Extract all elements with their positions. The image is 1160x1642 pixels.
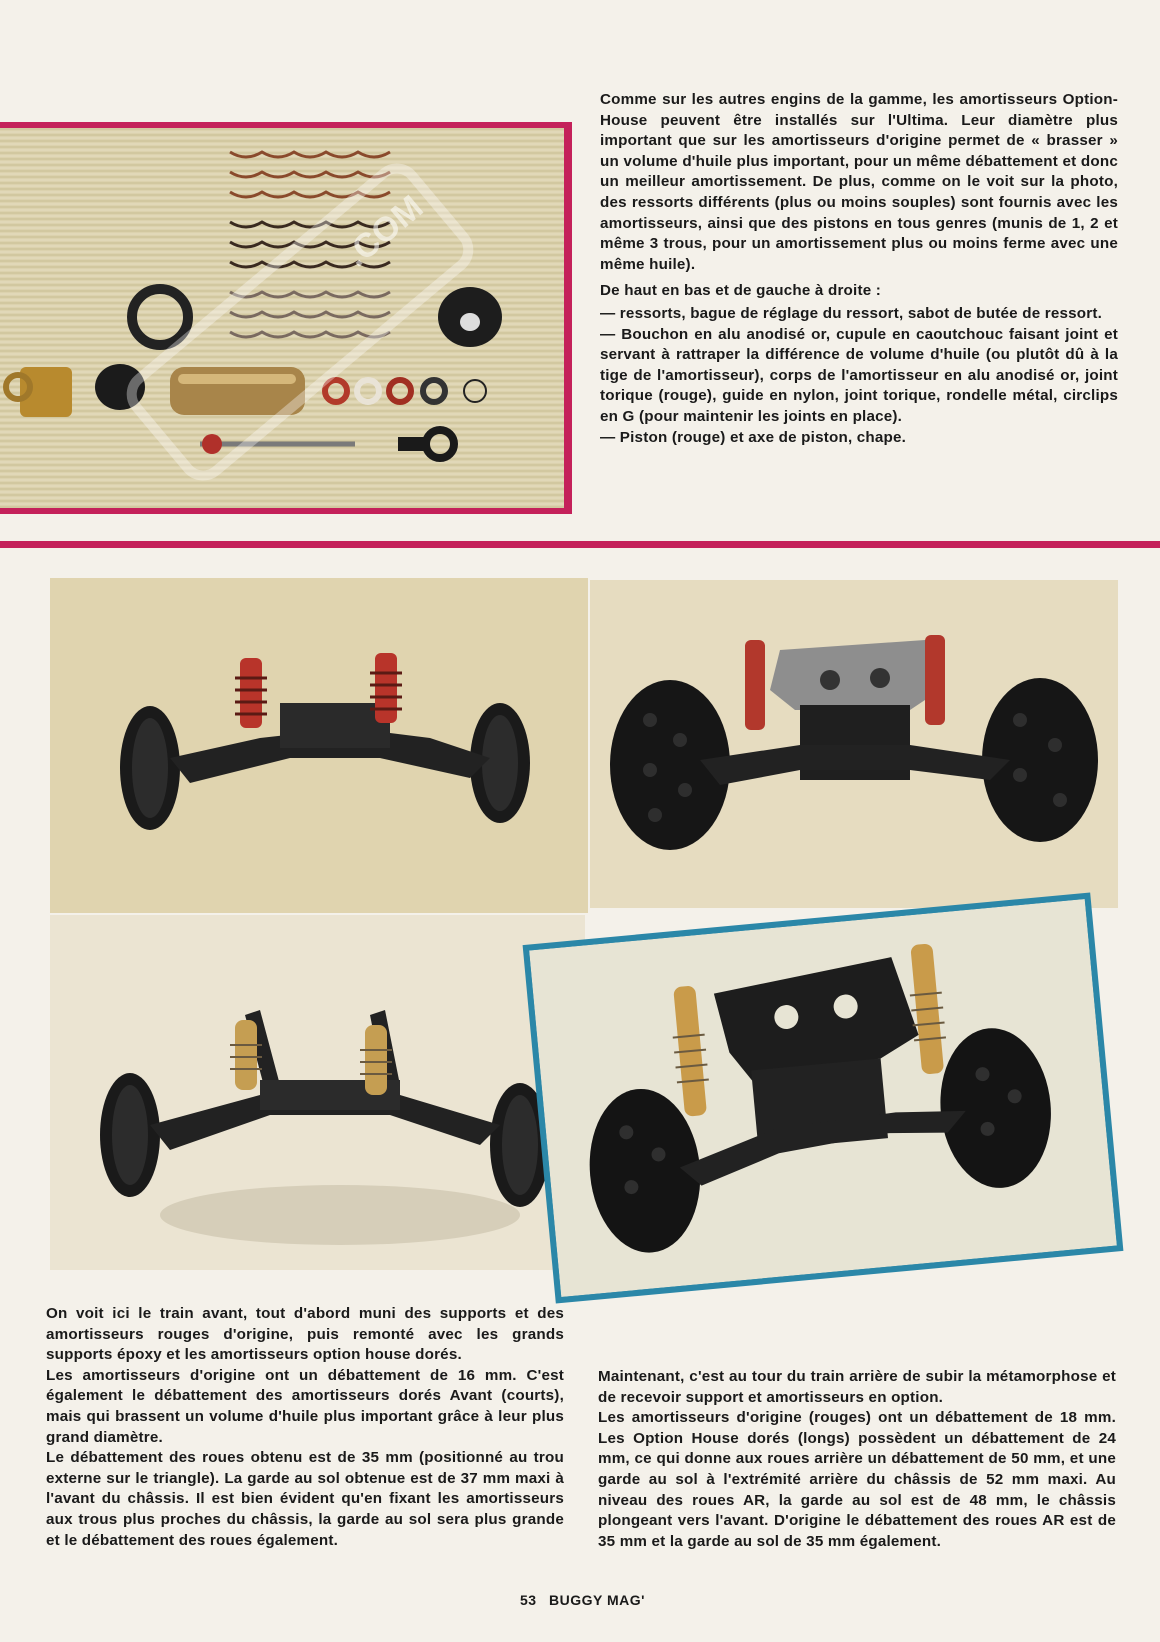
intro-paragraph: Comme sur les autres engins de la gamme, les amortisseurs Option-House peuvent être installés sur l'Ultima. Leur diamètre plus important que sur les amortisseurs d'origine permet de « brasser » un volume d'huile plus important, pour un même débattement et donc un meilleur amortissement. De plus, comme on le voit sur la photo, des ressorts différents (plus ou moins souples) sont fournis avec les amortisseurs, ainsi que des pistons en tous genres (munis de 1, 2 et même 3 trous, pour un amortissement plus ou moins ferme avec une même huile). — [600, 91, 1118, 273]
page-footer — [520, 1592, 645, 1608]
front-axle-original-photo — [50, 578, 588, 913]
rear-axle-text — [598, 1367, 1116, 1552]
parts-list-heading: De haut en bas et de gauche à droite : — [600, 282, 882, 300]
magazine-name: BUGGY MAG' — [548, 1592, 645, 1608]
front-axle-gold-photo — [50, 915, 585, 1270]
parts-list-item: — ressorts, bague de réglage du ressort, sabot de butée de ressort. — [600, 304, 1103, 322]
rear-axle-gold-photo — [523, 892, 1124, 1303]
front-paragraph: Le débattement des roues obtenu est de 35 mm (positionné au trou externe sur le triangle). La garde au sol obtenue est de 37 mm maxi à l'avant du châssis. Il est bien évident qu'en fixant les amortisseurs aux trous plus proches du châssis, la garde au sol sera plus grande et le débattement des roues également. — [46, 1449, 564, 1549]
front-paragraph: On voit ici le train avant, tout d'abord muni des supports et des amortisseurs rouges d'origine, puis remonté avec les grands supports époxy et les amortisseurs option house dorés. — [46, 1305, 564, 1364]
rear-axle-original-photo — [590, 580, 1118, 908]
front-axle-text — [46, 1304, 564, 1551]
page-number: 53 — [520, 1592, 537, 1608]
shock-parts-photo — [0, 122, 572, 514]
watermark: .COM — [337, 188, 431, 275]
section-divider — [0, 541, 1160, 548]
intro-text — [600, 90, 1118, 448]
parts-list-item: — Piston (rouge) et axe de piston, chape. — [600, 428, 907, 446]
rear-paragraph: Maintenant, c'est au tour du train arrière de subir la métamorphose et de recevoir support et amortisseurs en option. — [598, 1368, 1116, 1406]
rear-paragraph: Les amortisseurs d'origine (rouges) ont un débattement de 18 mm. Les Option House dorés (longs) possèdent un débattement de 24 mm, ce qui donne aux roues arrière un débattement de 50 mm, et une garde au sol à l'extrémité arrière du châssis de 52 mm maxi. Au niveau des roues AR, la garde au sol est de 48 mm, le châssis plongeant vers l'avant. D'origine le débattement des roues AR est de 35 mm et la garde au sol de 35 mm également. — [598, 1409, 1116, 1550]
front-paragraph: Les amortisseurs d'origine ont un débattement de 16 mm. C'est également le débattement des amortisseurs dorés Avant (courts), mais qui brassent un volume d'huile plus important grâce à leur plus grand diamètre. — [46, 1366, 564, 1446]
parts-list-item: — Bouchon en alu anodisé or, cupule en caoutchouc faisant joint et servant à rattraper la différence de volume d'huile (ou plutôt dû à la tige de l'amortisseur), corps de l'amortisseur en alu anodisé or, joint torique (rouge), guide en nylon, joint torique, rondelle métal, circlips en G (pour maintenir les joints en place). — [600, 325, 1118, 425]
